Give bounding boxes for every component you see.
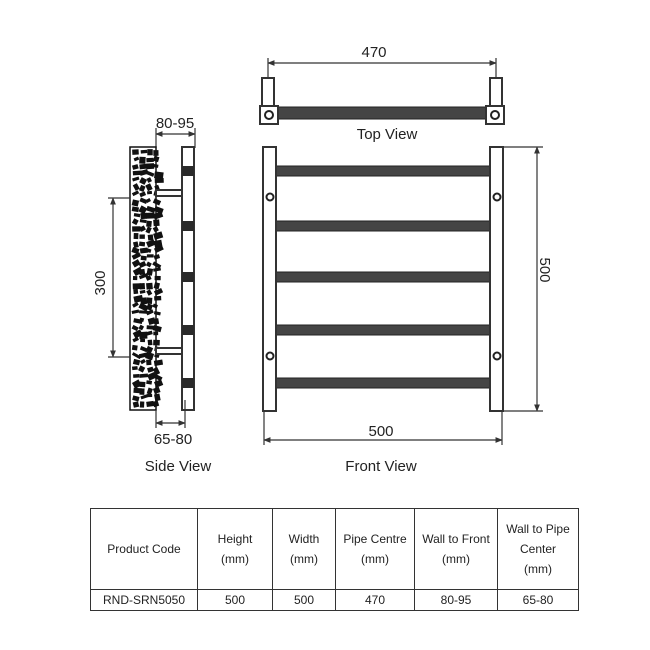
wall-stone xyxy=(155,276,161,280)
top-right-post xyxy=(490,78,502,108)
wall-stone xyxy=(146,158,154,163)
front-view xyxy=(263,147,553,475)
front-bar xyxy=(276,166,490,176)
header-product-code xyxy=(91,509,198,590)
top-width-value: 470 xyxy=(361,44,387,61)
wall-stone xyxy=(139,283,145,289)
front-left-lower-hole xyxy=(267,353,274,360)
top-left-mount-hole xyxy=(265,111,273,119)
wall-stone xyxy=(146,221,152,227)
wall-stone xyxy=(139,332,147,340)
wall-stone xyxy=(146,401,154,407)
wall-stone xyxy=(153,332,158,336)
front-left-post xyxy=(263,147,276,411)
front-left-upper-hole xyxy=(267,194,274,201)
wall-stone xyxy=(155,178,164,183)
specification-table xyxy=(90,508,579,611)
wall-stone xyxy=(133,374,139,378)
wall-stone xyxy=(153,318,159,324)
header-wall-to-front-unit: (mm) xyxy=(442,552,470,566)
front-bars xyxy=(276,166,490,388)
side-view xyxy=(92,115,211,475)
cell-width: 500 xyxy=(273,590,336,611)
wall-stone xyxy=(133,276,137,280)
wall-stone xyxy=(139,242,145,247)
cell-wall-to-front: 80-95 xyxy=(415,590,498,611)
wall-stone xyxy=(132,226,141,231)
wall-stone xyxy=(132,366,138,370)
header-pipe-centre-label: Pipe Centre xyxy=(343,532,407,546)
front-right-lower-hole xyxy=(494,353,501,360)
top-view-label: Top View xyxy=(356,126,418,143)
wall-stone xyxy=(146,297,152,304)
wall-stone xyxy=(146,359,151,365)
cell-height: 500 xyxy=(198,590,273,611)
header-height-unit: (mm) xyxy=(221,552,249,566)
side-view-label: Side View xyxy=(144,458,212,475)
header-height-label: Height xyxy=(217,532,253,546)
top-view xyxy=(260,44,504,143)
wall-stone xyxy=(141,150,148,154)
wall-stone xyxy=(147,191,152,194)
wall-stone xyxy=(154,296,161,301)
side-upper-bracket xyxy=(156,190,182,196)
wall-stone xyxy=(134,233,139,239)
side-bar-stub xyxy=(182,272,194,282)
wall-stone xyxy=(140,213,146,219)
wall-stone xyxy=(147,149,152,155)
wall-stone xyxy=(139,382,145,388)
header-height xyxy=(198,509,273,590)
side-bar-stub xyxy=(182,221,194,231)
wall-stone xyxy=(147,394,152,397)
header-pipe-centre xyxy=(336,509,415,590)
side-lower-bracket xyxy=(156,348,182,354)
cell-pipe-centre: 470 xyxy=(336,590,415,611)
wall-stone xyxy=(140,401,145,407)
header-wall-to-pipe xyxy=(498,509,579,590)
header-width xyxy=(273,509,336,590)
front-view-label: Front View xyxy=(345,458,417,475)
header-wall-to-front xyxy=(415,509,498,590)
wall-stone xyxy=(148,340,153,346)
cell-wall-to-pipe: 65-80 xyxy=(498,590,579,611)
front-right-upper-hole xyxy=(494,194,501,201)
front-bar xyxy=(276,378,490,388)
wall-stone xyxy=(153,150,158,156)
wall-stone xyxy=(139,157,146,164)
wall-stone xyxy=(153,219,160,226)
header-product-code-label: Product Code xyxy=(107,542,181,556)
wall-stone xyxy=(140,339,145,342)
wall-stone xyxy=(141,256,147,261)
cell-product-code: RND-SRN5050 xyxy=(91,590,198,611)
wall-stone-texture xyxy=(131,149,163,408)
header-wall-to-pipe-label: Wall to Pipe xyxy=(506,522,570,536)
front-bar xyxy=(276,221,490,231)
wall-stone xyxy=(133,289,138,294)
wall-stone xyxy=(139,234,144,238)
front-bar xyxy=(276,272,490,282)
header-wall-to-pipe-unit: (mm) xyxy=(524,562,552,576)
top-rail-bar xyxy=(274,107,490,119)
wall-stone xyxy=(132,149,139,155)
side-bar-stub xyxy=(182,166,194,176)
wall-stone xyxy=(146,213,155,219)
table-row xyxy=(91,590,579,611)
top-right-mount-hole xyxy=(491,111,499,119)
side-bar-stub xyxy=(182,325,194,335)
front-bar xyxy=(276,325,490,335)
wall-stone xyxy=(132,345,138,351)
wall-section xyxy=(130,147,164,410)
wall-stone xyxy=(139,388,144,395)
header-wall-to-pipe-label-2: Center xyxy=(519,542,557,556)
header-wall-to-front-label: Wall to Front xyxy=(422,532,490,546)
header-width-label: Width xyxy=(288,532,320,546)
wall-stone xyxy=(153,340,160,346)
wall-stone xyxy=(146,283,153,290)
top-left-post xyxy=(262,78,274,108)
wall-stone xyxy=(146,163,154,169)
table-header-row xyxy=(91,509,579,590)
wall-stone xyxy=(139,374,148,378)
front-right-post xyxy=(490,147,503,411)
height-value: 500 xyxy=(536,257,553,283)
header-pipe-centre-unit: (mm) xyxy=(361,552,389,566)
pipe-spacing-value: 300 xyxy=(92,270,109,296)
side-bar-stub xyxy=(182,378,194,388)
wall-to-front-value: 80-95 xyxy=(155,115,195,132)
width-value: 500 xyxy=(368,423,394,440)
wall-stone xyxy=(147,254,154,257)
wall-to-pipe-value: 65-80 xyxy=(153,431,193,448)
header-width-unit: (mm) xyxy=(290,552,318,566)
